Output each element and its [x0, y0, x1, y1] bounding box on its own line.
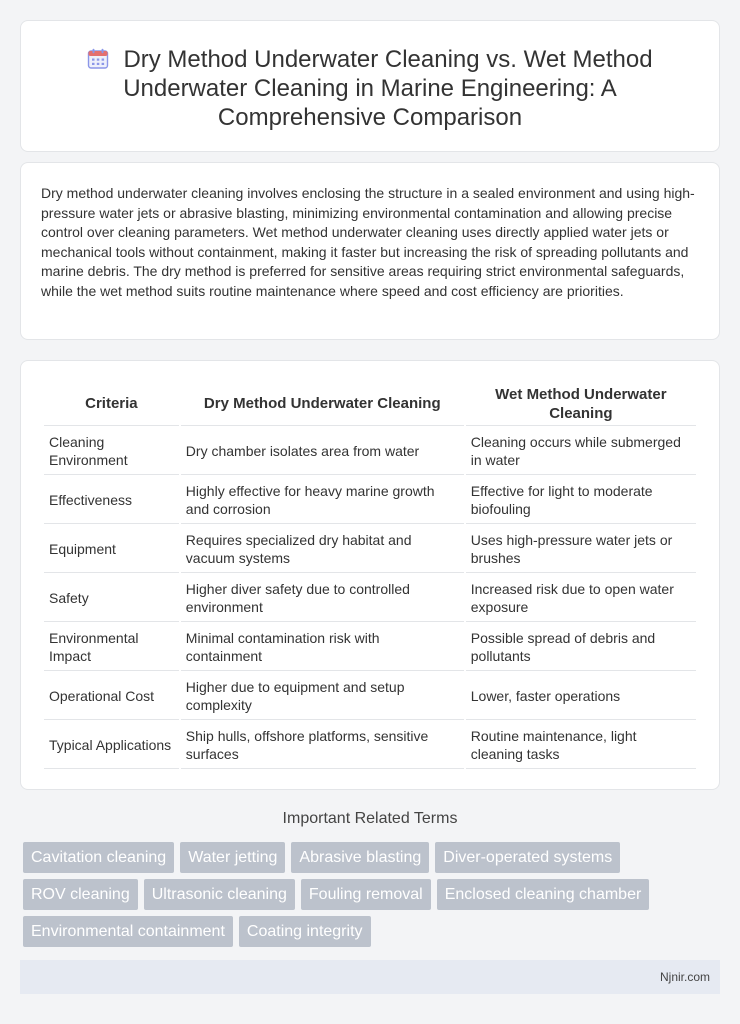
tag-row	[23, 916, 723, 947]
cell-criteria: Effectiveness	[44, 477, 179, 524]
cell-criteria: Typical Applications	[44, 722, 179, 769]
title-card	[20, 20, 720, 152]
cell-wet: Uses high-pressure water jets or brushes	[466, 526, 696, 573]
cell-criteria: Operational Cost	[44, 673, 179, 720]
cell-dry: Minimal contamination risk with containment	[181, 624, 464, 671]
tag-cavitation-cleaning[interactable]: Cavitation cleaning	[23, 842, 174, 873]
footer-site-name: Njnir.com	[659, 970, 710, 984]
cell-dry: Requires specialized dry habitat and vacuum systems	[181, 526, 464, 573]
table-header-row	[44, 382, 696, 426]
cell-criteria: Environmental Impact	[44, 624, 179, 671]
related-terms-list	[23, 842, 723, 953]
tag-rov-cleaning[interactable]: ROV cleaning	[23, 879, 138, 910]
page-title-text: Dry Method Underwater Cleaning vs. Wet Method Underwater Cleaning in Marine Engineering: A Comprehensive Comparison	[123, 46, 653, 131]
tag-row	[23, 842, 723, 873]
cell-wet: Possible spread of debris and pollutants	[466, 624, 696, 671]
cell-criteria: Cleaning Environment	[44, 428, 179, 475]
table-row	[44, 428, 696, 475]
cell-dry: Highly effective for heavy marine growth and corrosion	[181, 477, 464, 524]
tag-water-jetting[interactable]: Water jetting	[180, 842, 285, 873]
cell-wet: Cleaning occurs while submerged in water	[466, 428, 696, 475]
cell-wet: Routine maintenance, light cleaning tasks	[466, 722, 696, 769]
footer	[20, 960, 720, 994]
cell-wet: Increased risk due to open water exposure	[466, 575, 696, 622]
tag-diver-operated-systems[interactable]: Diver-operated systems	[435, 842, 620, 873]
cell-dry: Dry chamber isolates area from water	[181, 428, 464, 475]
tag-coating-integrity[interactable]: Coating integrity	[239, 916, 371, 947]
related-terms-title: Important Related Terms	[282, 810, 458, 827]
tag-environmental-containment[interactable]: Environmental containment	[23, 916, 233, 947]
cell-wet: Effective for light to moderate biofouling	[466, 477, 696, 524]
table-row	[44, 722, 696, 769]
table-row	[44, 673, 696, 720]
comparison-table	[42, 380, 698, 771]
table-row	[44, 477, 696, 524]
header-dry-method: Dry Method Underwater Cleaning	[181, 382, 464, 426]
header-criteria: Criteria	[44, 382, 179, 426]
tag-abrasive-blasting[interactable]: Abrasive blasting	[291, 842, 429, 873]
table-row	[44, 575, 696, 622]
cell-criteria: Safety	[44, 575, 179, 622]
comparison-table-card	[20, 360, 720, 790]
cell-dry: Higher diver safety due to controlled environment	[181, 575, 464, 622]
cell-wet: Lower, faster operations	[466, 673, 696, 720]
header-wet-method: Wet Method Underwater Cleaning	[466, 382, 696, 426]
cell-criteria: Equipment	[44, 526, 179, 573]
cell-dry: Higher due to equipment and setup complexity	[181, 673, 464, 720]
page-title	[41, 45, 699, 132]
table-row	[44, 526, 696, 573]
tag-fouling-removal[interactable]: Fouling removal	[301, 879, 431, 910]
summary-card	[20, 162, 720, 340]
summary-text: Dry method underwater cleaning involves enclosing the structure in a sealed environment and using high-pressure water jets or abrasive blasting, minimizing environmental contamination and allowing precise control over cleaning parameters. Wet method underwater cleaning uses directly applied water jets or mechanical tools without containment, making it faster but increasing the risk of spreading pollutants and marine debris. The dry method is preferred for sensitive areas requiring strict environmental safeguards, while the wet method suits routine maintenance where speed and cost efficiency are priorities.	[41, 185, 695, 299]
calendar-icon	[87, 48, 109, 70]
tag-enclosed-cleaning-chamber[interactable]: Enclosed cleaning chamber	[437, 879, 650, 910]
tag-ultrasonic-cleaning[interactable]: Ultrasonic cleaning	[144, 879, 295, 910]
cell-dry: Ship hulls, offshore platforms, sensitive surfaces	[181, 722, 464, 769]
tag-row	[23, 879, 723, 910]
table-row	[44, 624, 696, 671]
